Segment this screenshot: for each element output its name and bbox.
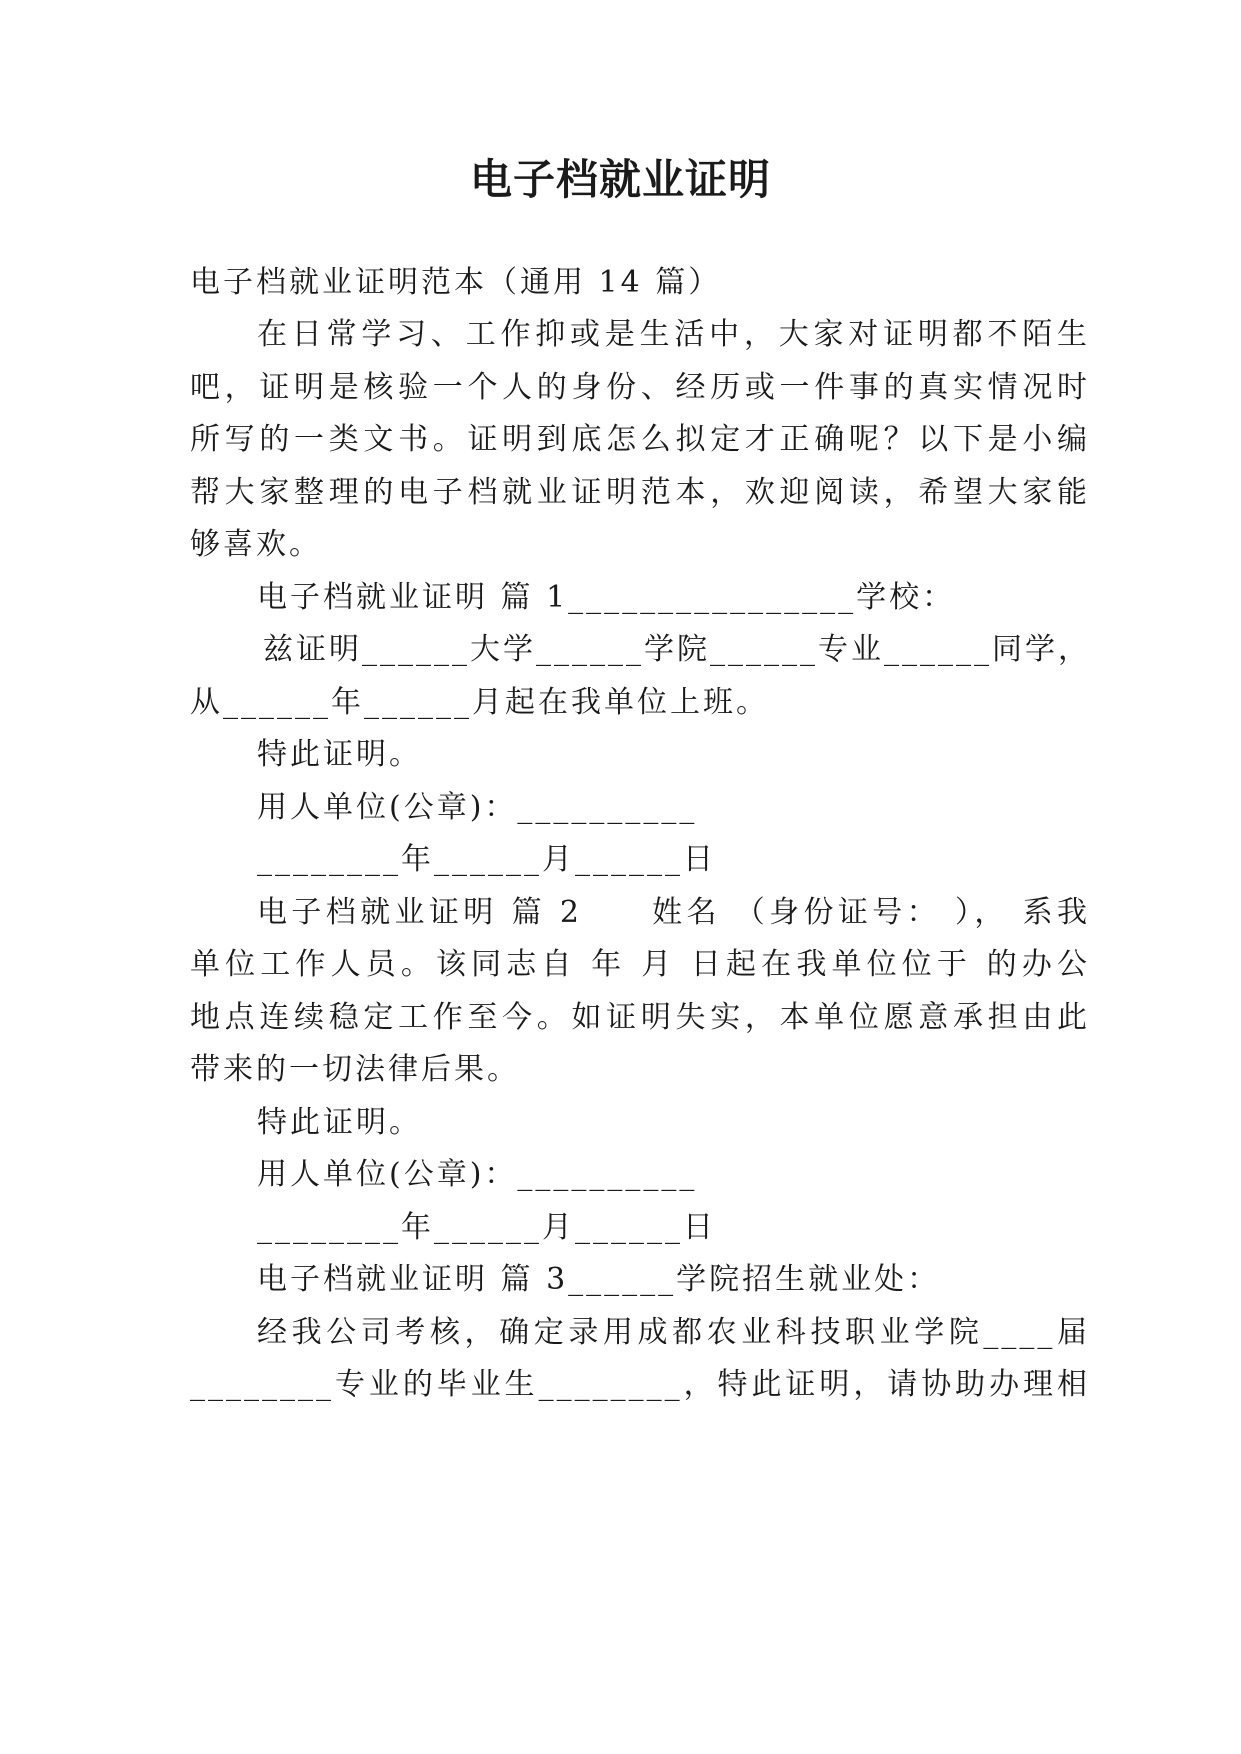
sample-1-date: ________年______月______日 [257,842,716,877]
sample-2-body-3: 带来的一切法律后果。 [190,1052,520,1087]
intro-line-1: 在日常学习、工作抑或是生活中，大家对证明都不陌生 [257,317,1090,352]
sample-2-body-1: 单位工作人员。该同志自 年 月 日起在我单位位于 的办公 [190,947,1090,982]
sample-2-heading: 电子档就业证明 篇 2 姓名 （身份证号： ）， 系我 [257,895,1090,930]
document-title: 电子档就业证明 [469,155,771,204]
sample-1-employer: 用人单位(公章)：__________ [257,790,698,825]
sample-1-body-2: 从______年______月起在我单位上班。 [190,685,769,720]
sample-3-heading: 电子档就业证明 篇 3______学院招生就业处： [257,1262,941,1297]
sample-3-body-2: ________专业的毕业生________，特此证明，请协助办理相 [190,1367,1090,1402]
intro-line-3: 所写的一类文书。证明到底怎么拟定才正确呢？以下是小编 [190,422,1090,457]
sample-1-closing: 特此证明。 [257,737,422,772]
sample-2-date: ________年______月______日 [257,1210,716,1245]
sample-2-body-2: 地点连续稳定工作至今。如证明失实，本单位愿意承担由此 [190,1000,1090,1035]
intro-line-4: 帮大家整理的电子档就业证明范本，欢迎阅读，希望大家能 [190,475,1090,510]
intro-line-2: 吧，证明是核验一个人的身份、经历或一件事的真实情况时 [190,370,1090,405]
sample-2-closing: 特此证明。 [257,1105,422,1140]
sample-1-heading: 电子档就业证明 篇 1________________学校： [257,580,956,615]
subtitle-line: 电子档就业证明范本（通用 14 篇） [190,265,722,300]
sample-3-body-1: 经我公司考核，确定录用成都农业科技职业学院____届 [257,1315,1090,1350]
sample-2-employer: 用人单位(公章)：__________ [257,1157,698,1192]
intro-line-5: 够喜欢。 [190,527,322,562]
sample-1-body-1: 兹证明______大学______学院______专业______同学， [263,632,1091,667]
